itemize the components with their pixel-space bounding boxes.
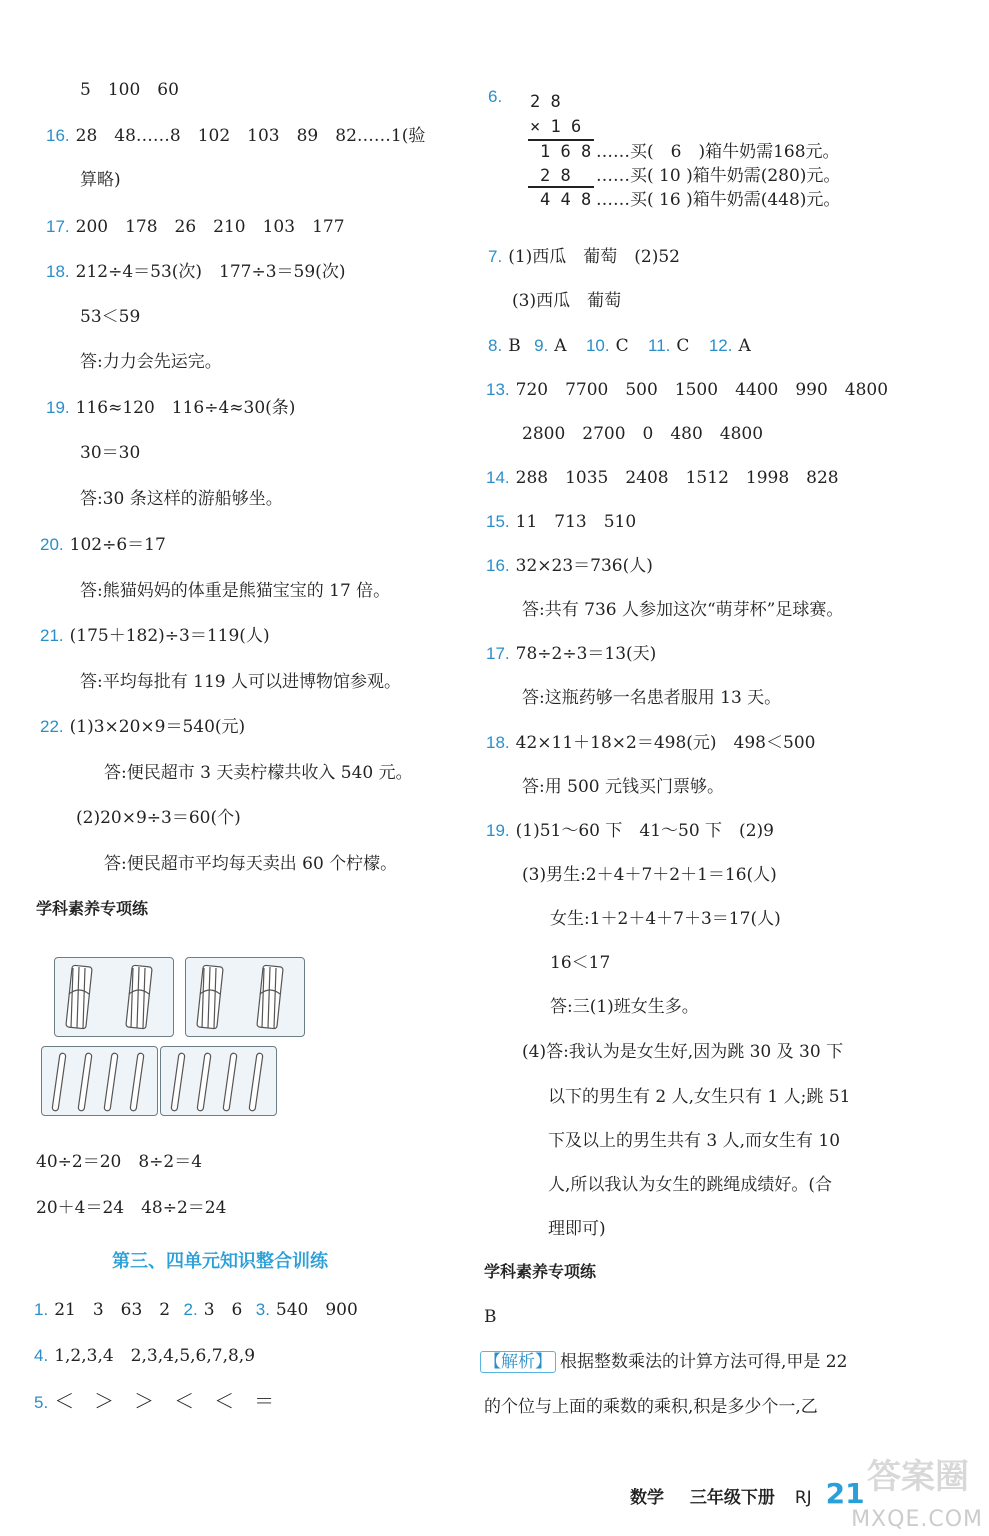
- answer-line: 答:力力会先运完。: [80, 352, 222, 372]
- answer-line: 人,所以我认为女生的跳绳成绩好。(合: [548, 1175, 833, 1195]
- answer-line: (4)答:我认为是女生好,因为跳 30 及 30 下: [522, 1042, 844, 1062]
- mult-row: × 1 6: [530, 117, 582, 137]
- single-sticks-box: [41, 1046, 158, 1116]
- mult-row: 1 6 8: [540, 142, 592, 162]
- answer-line: 女生:1＋2＋4＋7＋3＝17(人): [550, 909, 781, 929]
- answer-line: 答:这瓶药够一名患者服用 13 天。: [522, 688, 782, 708]
- mult-note: ……买( 10 )箱牛奶需(280)元。: [596, 166, 841, 186]
- answer-line: 16. 28 48……8 102 103 89 82……1(验: [46, 126, 426, 146]
- answer-line: 22. (1)3×20×9＝540(元): [40, 717, 246, 737]
- answer-line: 理即可): [548, 1219, 606, 1239]
- answer-line: 下及以上的男生共有 3 人,而女生有 10: [548, 1131, 841, 1151]
- answer-line: 17. 78÷2÷3＝13(天): [486, 644, 657, 664]
- answer-line: 答:用 500 元钱买门票够。: [522, 777, 724, 797]
- question-number: 6.: [488, 87, 503, 106]
- analysis-line: 的个位与上面的乘数的乘积,积是多少个一,乙: [484, 1397, 818, 1417]
- answer-line: 5 100 60: [80, 80, 179, 100]
- watermark-url: MXQE.COM: [851, 1507, 983, 1532]
- mult-row: 4 4 8: [540, 190, 592, 210]
- answer-line: 14. 288 1035 2408 1512 1998 828: [486, 468, 839, 488]
- answer-line: 16. 32×23＝736(人): [486, 556, 653, 576]
- answer-line: (2)20×9÷3＝60(个): [76, 808, 241, 828]
- stick-icon: [161, 1047, 276, 1115]
- page-footer: [630, 1477, 865, 1510]
- mult-note: ……买( 6 )箱牛奶需168元。: [596, 142, 840, 162]
- bundle-icon: [186, 958, 304, 1036]
- answer-line: (3)男生:2＋4＋7＋2＋1＝16(人): [522, 865, 777, 885]
- answer-line: (3)西瓜 葡萄: [512, 291, 622, 311]
- answer-line: 答:便民超市 3 天卖柠檬共收入 540 元。: [104, 763, 413, 783]
- answer-line: 53＜59: [80, 307, 141, 327]
- single-sticks-box: [160, 1046, 277, 1116]
- footer-edition: RJ: [794, 1488, 812, 1508]
- answer-line: 8. B 9. A 10. C 11. C 12. A: [488, 336, 751, 356]
- answer-line: 答:便民超市平均每天卖出 60 个柠檬。: [104, 854, 398, 874]
- answer-choice: B: [484, 1307, 497, 1327]
- answer-line: 答:30 条这样的游船够坐。: [80, 489, 283, 509]
- answer-line: 15. 11 713 510: [486, 512, 637, 532]
- answer-line: 13. 720 7700 500 1500 4400 990 4800: [486, 380, 889, 400]
- answer-line: 16＜17: [550, 953, 611, 973]
- calc-line: 20＋4＝24 48÷2＝24: [36, 1198, 227, 1218]
- answer-line: 1. 21 3 63 2 2. 3 6 3. 540 900: [34, 1300, 358, 1320]
- answer-line: 18. 42×11＋18×2＝498(元) 498＜500: [486, 733, 816, 753]
- page-number: 21: [825, 1477, 865, 1510]
- answer-line: 答:三(1)班女生多。: [550, 997, 699, 1017]
- mult-row: 2 8: [540, 166, 571, 186]
- answer-line: 20. 102÷6＝17: [40, 535, 166, 555]
- answer-line: 算略): [80, 170, 121, 190]
- stick-icon: [42, 1047, 157, 1115]
- section-heading: 学科素养专项练: [484, 1262, 597, 1281]
- analysis-tag: 【解析】: [480, 1351, 556, 1373]
- calc-line: 40÷2＝20 8÷2＝4: [36, 1152, 203, 1172]
- answer-line: 7. (1)西瓜 葡萄 (2)52: [488, 247, 680, 267]
- answer-line: 4. 1,2,3,4 2,3,4,5,6,7,8,9: [34, 1346, 256, 1366]
- answer-line: 19. 116≈120 116÷4≈30(条): [46, 398, 296, 418]
- section-heading: 学科素养专项练: [36, 899, 149, 918]
- answer-line: 18. 212÷4＝53(次) 177÷3＝59(次): [46, 262, 346, 282]
- analysis-line: 【解析】 根据整数乘法的计算方法可得,甲是 22: [480, 1350, 847, 1374]
- answer-line: 答:共有 736 人参加这次“萌芽杯”足球赛。: [522, 600, 844, 620]
- answer-line: 30＝30: [80, 443, 141, 463]
- answer-line: 17. 200 178 26 210 103 177: [46, 217, 345, 237]
- answer-line: 19. (1)51～60 下 41～50 下 (2)9: [486, 821, 774, 841]
- stick-bundle-box: [185, 957, 305, 1037]
- watermark-logo: 答案圈: [867, 1457, 969, 1497]
- footer-subject: 数学: [630, 1488, 664, 1508]
- mult-note: ……买( 16 )箱牛奶需(448)元。: [596, 190, 841, 210]
- answer-line: 答:平均每批有 119 人可以进博物馆参观。: [80, 672, 401, 692]
- unit-title: 第三、四单元知识整合训练: [112, 1251, 328, 1272]
- bundle-icon: [55, 958, 173, 1036]
- answer-line: 21. (175＋182)÷3＝119(人): [40, 626, 270, 646]
- answer-line: 2800 2700 0 480 4800: [522, 424, 764, 444]
- footer-grade: 三年级下册: [689, 1488, 775, 1508]
- answer-line: 答:熊猫妈妈的体重是熊猫宝宝的 17 倍。: [80, 581, 391, 601]
- answer-line: 以下的男生有 2 人,女生只有 1 人;跳 51: [548, 1087, 851, 1107]
- answer-line: 5. ＜ ＞ ＞ ＜ ＜ ＝: [34, 1389, 275, 1413]
- mult-row: 2 8: [530, 92, 561, 112]
- stick-bundle-box: [54, 957, 174, 1037]
